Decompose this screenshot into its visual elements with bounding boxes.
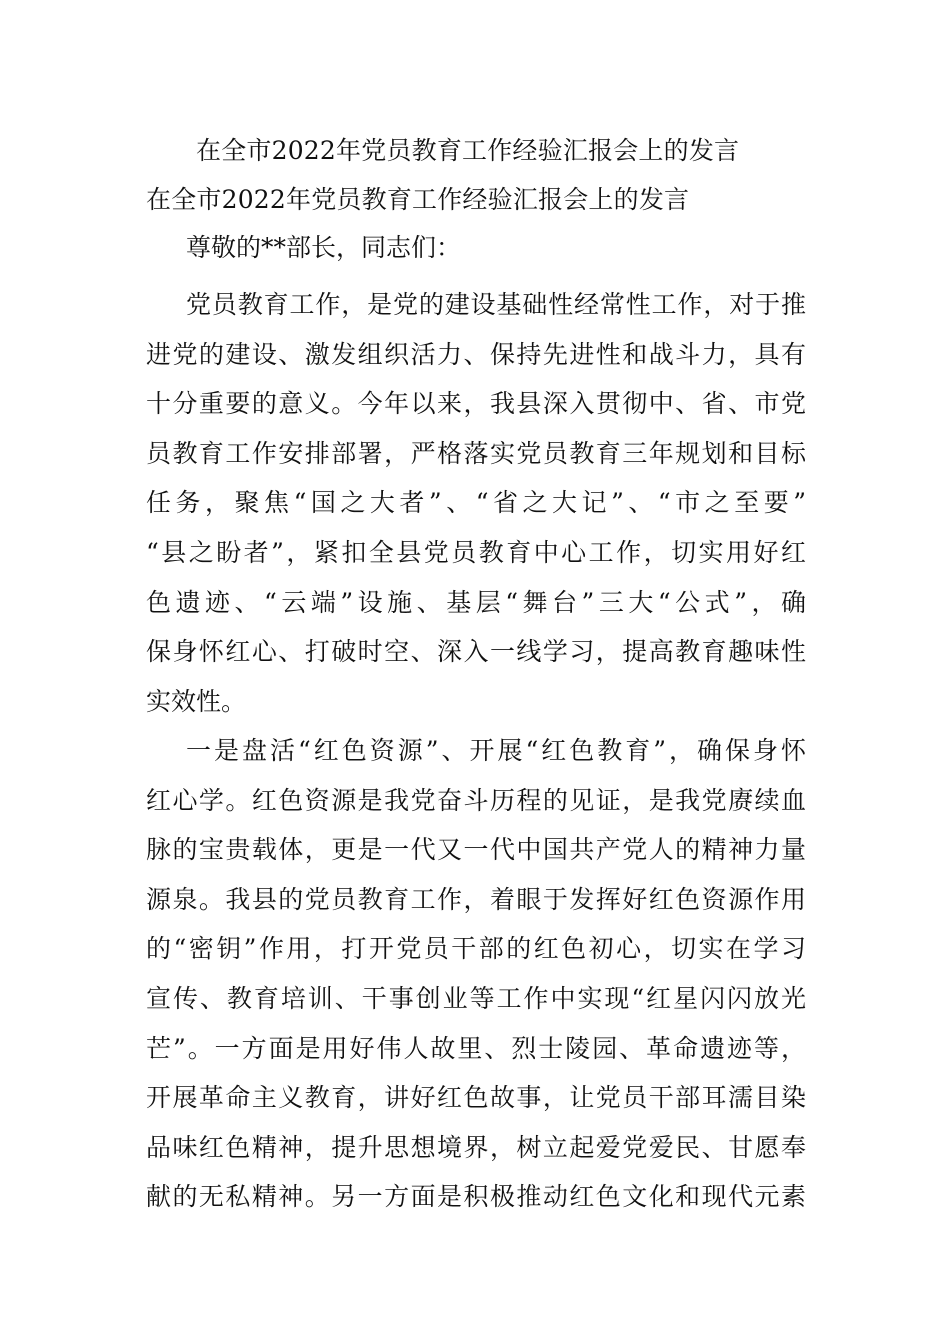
paragraph-line: 员教育工作安排部署，严格落实党员教育三年规划和目标 <box>146 438 806 468</box>
paragraph-line: 保身怀红心、打破时空、深入一线学习，提高教育趣味性 <box>146 637 806 667</box>
greeting-line: 尊敬的**部长，同志们： <box>186 233 462 262</box>
paragraph-line: 芒”。一方面是用好伟人故里、烈士陵园、革命遗迹等， <box>146 1033 806 1063</box>
paragraph-line: “县之盼者”，紧扣全县党员教育中心工作，切实用好红 <box>146 537 806 567</box>
paragraph-1 <box>146 280 806 726</box>
paragraph-line: 的“密钥”作用，打开党员干部的红色初心，切实在学习 <box>146 934 806 964</box>
paragraph-line: 红心学。红色资源是我党奋斗历程的见证，是我党赓续血 <box>146 785 806 815</box>
paragraph-line: 品味红色精神，提升思想境界，树立起爱党爱民、甘愿奉 <box>146 1132 806 1162</box>
paragraph-line: 宣传、教育培训、干事创业等工作中实现“红星闪闪放光 <box>146 983 806 1013</box>
paragraph-line: 色遗迹、“云端”设施、基层“舞台”三大“公式”，确 <box>146 587 806 617</box>
paragraph-line: 脉的宝贵载体，更是一代又一代中国共产党人的精神力量 <box>146 835 806 865</box>
paragraph-line: 开展革命主义教育，讲好红色故事，让党员干部耳濡目染 <box>146 1083 806 1113</box>
paragraph-line: 十分重要的意义。今年以来，我县深入贯彻中、省、市党 <box>146 389 806 419</box>
paragraph-line: 实效性。 <box>146 686 247 716</box>
paragraph-line: 党员教育工作，是党的建设基础性经常性工作，对于推 <box>186 290 806 319</box>
paragraph-line: 一是盘活“红色资源”、开展“红色教育”，确保身怀 <box>186 736 806 765</box>
paragraph-line: 任务，聚焦“国之大者”、“省之大记”、“市之至要” <box>146 488 806 518</box>
document-subtitle: 在全市2022年党员教育工作经验汇报会上的发言 <box>146 185 690 214</box>
paragraph-line: 进党的建设、激发组织活力、保持先进性和战斗力，具有 <box>146 339 806 369</box>
document-title: 在全市2022年党员教育工作经验汇报会上的发言 <box>196 136 740 165</box>
paragraph-line: 献的无私精神。另一方面是积极推动红色文化和现代元素 <box>146 1182 806 1212</box>
paragraph-2 <box>146 726 806 1222</box>
paragraph-line: 源泉。我县的党员教育工作，着眼于发挥好红色资源作用 <box>146 884 806 914</box>
